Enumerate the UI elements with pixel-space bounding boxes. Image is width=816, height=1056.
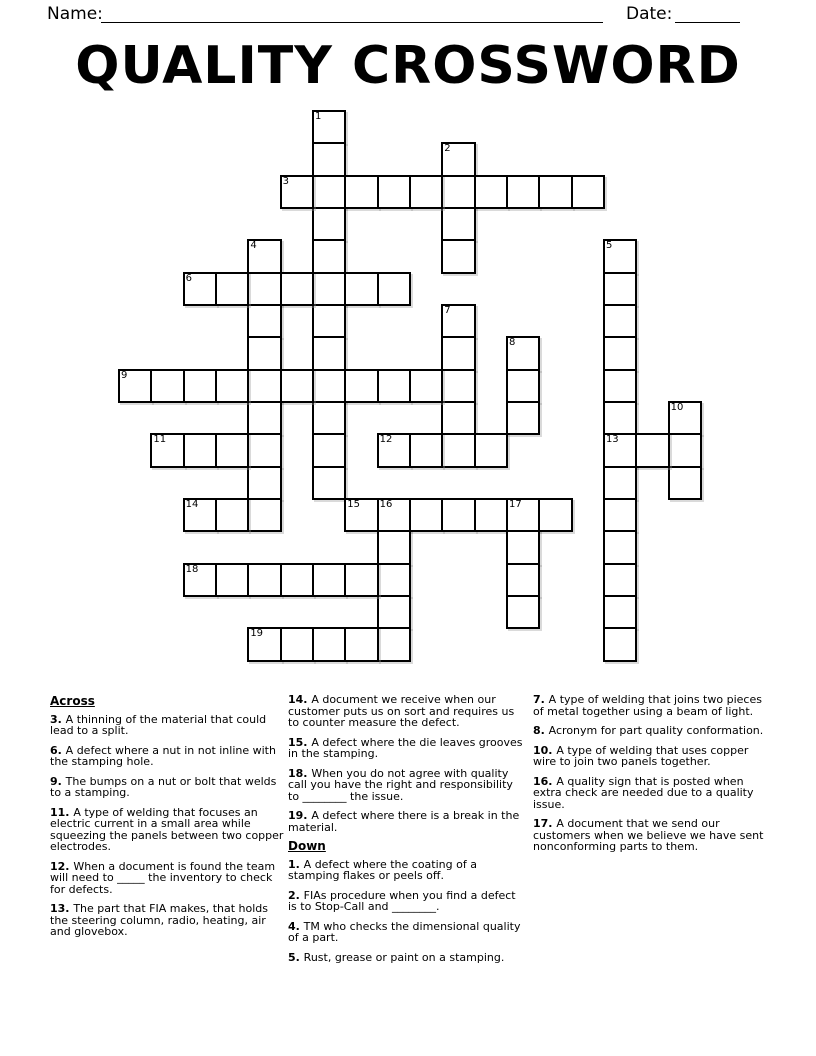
grid-cell-r14-c12[interactable] — [506, 563, 540, 597]
cell-number-9: 9 — [121, 369, 128, 381]
clue-4: 4. TM who checks the dimensional quality of a part. — [288, 919, 521, 944]
grid-cell-r14-c4[interactable] — [247, 563, 281, 597]
grid-cell-r10-c8[interactable] — [377, 433, 411, 467]
cell-number-19: 19 — [250, 628, 264, 640]
grid-cell-r14-c3[interactable] — [215, 563, 249, 597]
clue-number: 18. — [288, 766, 312, 780]
clue-1: 1. A defect where the coating of a stamping flakes or peels off. — [288, 857, 477, 882]
grid-cell-r5-c4[interactable] — [247, 272, 281, 306]
clue-number: 10. — [533, 743, 557, 757]
clue-5: 5. Rust, grease or paint on a stamping. — [288, 950, 505, 964]
grid-cell-r15-c15[interactable] — [603, 595, 637, 629]
grid-cell-r2-c12[interactable] — [506, 175, 540, 209]
grid-cell-r5-c2[interactable] — [183, 272, 217, 306]
clue-10: 10. A type of welding that uses copper wire to join two panels together. — [533, 743, 749, 768]
grid-cell-r10-c16[interactable] — [635, 433, 669, 467]
grid-cell-r8-c6[interactable] — [312, 369, 346, 403]
grid-cell-r14-c8[interactable] — [377, 563, 411, 597]
clue-number: 8. — [533, 724, 549, 737]
grid-cell-r10-c17[interactable] — [668, 433, 702, 467]
grid-cell-r4-c6[interactable] — [312, 239, 346, 273]
grid-cell-r5-c3[interactable] — [215, 272, 249, 306]
clue-number: 13. — [50, 902, 74, 915]
grid-cell-r14-c6[interactable] — [312, 563, 346, 597]
grid-cell-r7-c4[interactable] — [247, 336, 281, 370]
clue-number: 3. — [50, 712, 66, 726]
grid-cell-r8-c8[interactable] — [377, 369, 411, 403]
date-input-line[interactable] — [675, 3, 740, 23]
clue-18: 18. When you do not agree with quality call you have the right and responsibility to ________ the issue. — [288, 766, 513, 803]
clue-number: 4. — [288, 919, 304, 933]
grid-cell-r3-c6[interactable] — [312, 207, 346, 241]
clue-number: 7. — [533, 693, 549, 706]
grid-cell-r9-c10[interactable] — [441, 401, 475, 435]
page-title: QUALITY CROSSWORD — [75, 36, 741, 96]
grid-cell-r2-c5[interactable] — [280, 175, 314, 209]
grid-cell-r14-c7[interactable] — [344, 563, 378, 597]
grid-cell-r4-c4[interactable] — [247, 239, 281, 273]
clue-19: 19. A defect where there is a break in the material. — [288, 809, 520, 834]
grid-cell-r8-c3[interactable] — [215, 369, 249, 403]
grid-cell-r10-c10[interactable] — [441, 433, 475, 467]
grid-cell-r4-c10[interactable] — [441, 239, 475, 273]
grid-cell-r16-c8[interactable] — [377, 627, 411, 661]
grid-cell-r6-c10[interactable] — [441, 304, 475, 338]
cell-number-14: 14 — [185, 498, 199, 510]
grid-cell-r9-c17[interactable] — [668, 401, 702, 435]
clue-number: 1. — [288, 857, 304, 871]
clue-number: 9. — [50, 774, 66, 788]
grid-cell-r8-c7[interactable] — [344, 369, 378, 403]
grid-cell-r15-c8[interactable] — [377, 595, 411, 629]
grid-cell-r5-c15[interactable] — [603, 272, 637, 306]
grid-cell-r14-c5[interactable] — [280, 563, 314, 597]
clue-17: 17. A document that we send our customers when we believe we have sent nonconforming parts to them. — [533, 817, 764, 853]
clue-11: 11. A type of welding that focuses an electric current in a small area while squeezing the panels between two copper electrodes. — [50, 805, 284, 853]
grid-cell-r7-c15[interactable] — [603, 336, 637, 370]
cell-number-8: 8 — [508, 337, 516, 349]
cell-number-18: 18 — [185, 563, 199, 575]
clue-13: 13. The part that FIA makes, that holds the steering column, radio, heating, air and glovebox. — [50, 902, 268, 938]
grid-cell-r2-c6[interactable] — [312, 175, 346, 209]
clue-number: 17. — [533, 817, 557, 830]
grid-cell-r8-c4[interactable] — [247, 369, 281, 403]
grid-cell-r6-c15[interactable] — [603, 304, 637, 338]
clue-14: 14. A document we receive when our customer puts us on sort and requires us to counter measure the defect. — [288, 693, 515, 729]
clue-6: 6. A defect where a nut in not inline with the stamping hole. — [50, 743, 276, 768]
clue-3: 3. A thinning of the material that could lead to a split. — [50, 712, 267, 737]
cell-number-12: 12 — [379, 434, 393, 446]
grid-cell-r2-c13[interactable] — [538, 175, 572, 209]
grid-cell-r14-c15[interactable] — [603, 563, 637, 597]
grid-cell-r8-c1[interactable] — [150, 369, 184, 403]
grid-cell-r5-c7[interactable] — [344, 272, 378, 306]
grid-cell-r12-c11[interactable] — [474, 498, 508, 532]
grid-cell-r7-c6[interactable] — [312, 336, 346, 370]
grid-cell-r15-c12[interactable] — [506, 595, 540, 629]
cell-number-2: 2 — [444, 143, 451, 155]
grid-cell-r11-c15[interactable] — [603, 466, 637, 500]
grid-cell-r13-c12[interactable] — [506, 530, 540, 564]
grid-cell-r5-c6[interactable] — [312, 272, 346, 306]
grid-cell-r11-c17[interactable] — [668, 466, 702, 500]
clue-number: 15. — [288, 735, 312, 749]
grid-cell-r9-c12[interactable] — [506, 401, 540, 435]
cell-number-13: 13 — [605, 434, 619, 446]
clue-8: 8. Acronym for part quality conformation. — [533, 724, 764, 737]
clues-column-2 — [288, 694, 526, 971]
grid-cell-r2-c9[interactable] — [409, 175, 443, 209]
grid-cell-r9-c15[interactable] — [603, 401, 637, 435]
clue-number: 2. — [288, 888, 304, 902]
grid-cell-r5-c8[interactable] — [377, 272, 411, 306]
grid-cell-r0-c6[interactable] — [312, 110, 346, 144]
grid-cell-r7-c12[interactable] — [506, 336, 540, 370]
grid-cell-r12-c8[interactable] — [377, 498, 411, 532]
clue-number: 19. — [288, 809, 312, 822]
grid-cell-r16-c15[interactable] — [603, 627, 637, 661]
clue-7: 7. A type of welding that joins two pieces of metal together using a beam of light. — [533, 693, 762, 718]
grid-cell-r10-c6[interactable] — [312, 433, 346, 467]
grid-cell-r12-c4[interactable] — [247, 498, 281, 532]
clue-number: 14. — [288, 693, 312, 706]
grid-cell-r9-c4[interactable] — [247, 401, 281, 435]
grid-cell-r10-c1[interactable] — [150, 433, 184, 467]
name-label: Name: — [47, 4, 103, 24]
grid-cell-r10-c9[interactable] — [409, 433, 443, 467]
cell-number-5: 5 — [605, 240, 613, 252]
cell-number-1: 1 — [314, 111, 322, 122]
grid-cell-r7-c10[interactable] — [441, 336, 475, 370]
grid-cell-r2-c10[interactable] — [441, 175, 475, 209]
grid-cell-r10-c11[interactable] — [474, 433, 508, 467]
cell-number-11: 11 — [153, 434, 167, 446]
clue-12: 12. When a document is found the team will need to _____ the inventory to check for defects. — [50, 859, 276, 896]
grid-cell-r2-c14[interactable] — [571, 175, 605, 209]
grid-cell-r16-c6[interactable] — [312, 627, 346, 661]
grid-cell-r1-c10[interactable] — [441, 142, 475, 176]
clues-column-3 — [533, 694, 771, 861]
grid-cell-r16-c4[interactable] — [247, 627, 281, 661]
cell-number-4: 4 — [250, 240, 257, 252]
grid-cell-r6-c6[interactable] — [312, 304, 346, 338]
clue-2: 2. FIAs procedure when you find a defect is to Stop-Call and ________. — [288, 888, 516, 913]
grid-cell-r16-c5[interactable] — [280, 627, 314, 661]
grid-cell-r13-c8[interactable] — [377, 530, 411, 564]
cell-number-16: 16 — [379, 498, 393, 510]
grid-cell-r5-c5[interactable] — [280, 272, 314, 306]
clue-number: 16. — [533, 774, 557, 788]
grid-cell-r12-c15[interactable] — [603, 498, 637, 532]
grid-cell-r12-c13[interactable] — [538, 498, 572, 532]
grid-cell-r10-c3[interactable] — [215, 433, 249, 467]
grid-cell-r8-c0[interactable] — [118, 369, 152, 403]
grid-cell-r2-c11[interactable] — [474, 175, 508, 209]
grid-cell-r12-c3[interactable] — [215, 498, 249, 532]
grid-cell-r14-c2[interactable] — [183, 563, 217, 597]
clue-number: 5. — [288, 950, 304, 964]
cell-number-10: 10 — [670, 401, 684, 413]
grid-cell-r6-c4[interactable] — [247, 304, 281, 338]
grid-cell-r12-c12[interactable] — [506, 498, 540, 532]
clue-16: 16. A quality sign that is posted when extra check are needed due to a quality issue. — [533, 774, 754, 811]
cell-number-15: 15 — [347, 498, 361, 510]
name-input-line[interactable] — [101, 3, 603, 23]
cell-number-17: 17 — [508, 498, 522, 510]
grid-cell-r8-c5[interactable] — [280, 369, 314, 403]
grid-cell-r4-c15[interactable] — [603, 239, 637, 273]
grid-cell-r12-c10[interactable] — [441, 498, 475, 532]
grid-cell-r10-c15[interactable] — [603, 433, 637, 467]
grid-cell-r3-c10[interactable] — [441, 207, 475, 241]
grid-cell-r11-c6[interactable] — [312, 466, 346, 500]
grid-cell-r12-c9[interactable] — [409, 498, 443, 532]
clue-number: 6. — [50, 743, 66, 757]
grid-cell-r12-c7[interactable] — [344, 498, 378, 532]
clues-column-1 — [50, 694, 288, 946]
grid-cell-r8-c9[interactable] — [409, 369, 443, 403]
grid-cell-r10-c2[interactable] — [183, 433, 217, 467]
cell-number-7: 7 — [444, 304, 451, 316]
grid-cell-r11-c4[interactable] — [247, 466, 281, 500]
clue-number: 12. — [50, 859, 74, 873]
grid-cell-r9-c6[interactable] — [312, 401, 346, 435]
clues-header-down: Down — [288, 839, 326, 853]
grid-cell-r8-c2[interactable] — [183, 369, 217, 403]
date-label: Date: — [626, 4, 673, 24]
grid-cell-r2-c8[interactable] — [377, 175, 411, 209]
cell-number-3: 3 — [282, 175, 290, 187]
clue-15: 15. A defect where the die leaves grooves in the stamping. — [288, 735, 523, 760]
grid-cell-r8-c15[interactable] — [603, 369, 637, 403]
grid-cell-r2-c7[interactable] — [344, 175, 378, 209]
clue-number: 11. — [50, 805, 74, 819]
grid-cell-r1-c6[interactable] — [312, 142, 346, 176]
clues-header-across: Across — [50, 694, 95, 708]
grid-cell-r8-c10[interactable] — [441, 369, 475, 403]
grid-cell-r8-c12[interactable] — [506, 369, 540, 403]
grid-cell-r13-c15[interactable] — [603, 530, 637, 564]
cell-number-6: 6 — [185, 272, 193, 284]
clue-9: 9. The bumps on a nut or bolt that welds to a stamping. — [50, 774, 277, 799]
grid-cell-r16-c7[interactable] — [344, 627, 378, 661]
grid-cell-r10-c4[interactable] — [247, 433, 281, 467]
grid-cell-r12-c2[interactable] — [183, 498, 217, 532]
